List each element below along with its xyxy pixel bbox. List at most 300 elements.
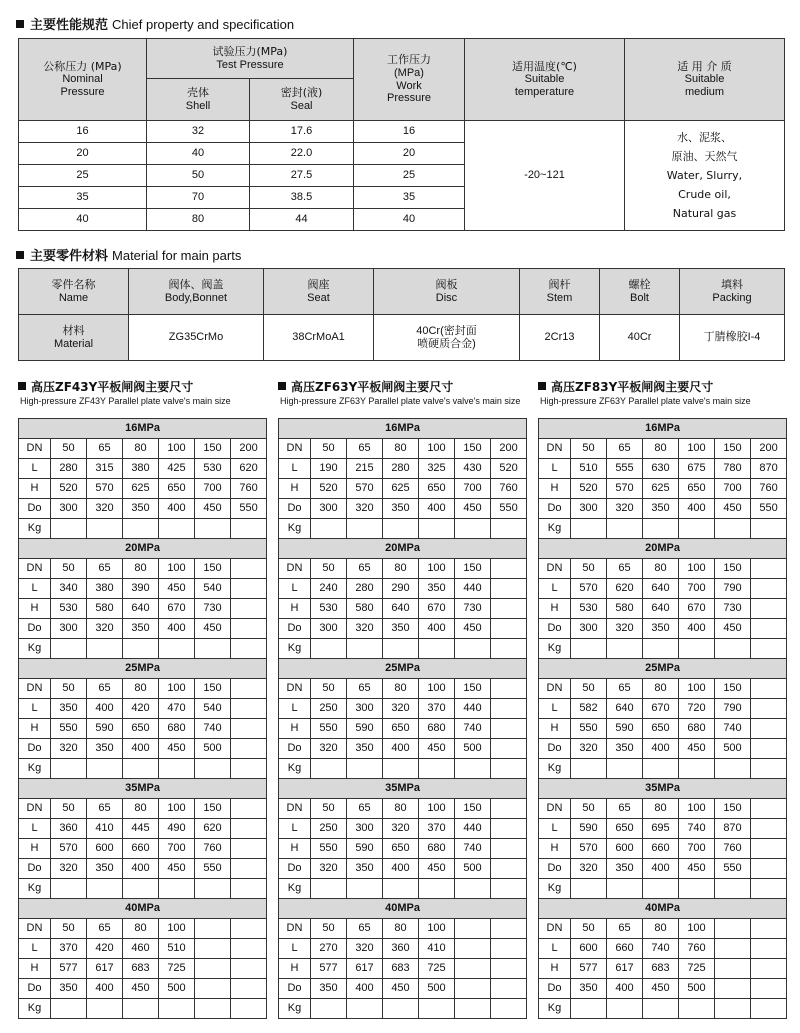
row-label-kg: Kg — [19, 759, 51, 779]
table-row — [279, 499, 527, 519]
cell-h: 680 — [679, 719, 715, 739]
cell-dn: 150 — [195, 439, 231, 459]
cell-kg — [311, 639, 347, 659]
table-row — [279, 759, 527, 779]
cell-kg — [715, 879, 751, 899]
table-row — [539, 939, 787, 959]
row-label-do: Do — [279, 859, 311, 879]
section2-title-cn: 主要零件材料 — [30, 249, 109, 264]
cell-kg — [751, 639, 787, 659]
cell-kg — [159, 759, 195, 779]
cell-l: 700 — [679, 579, 715, 599]
cell-l: 870 — [751, 459, 787, 479]
cell-dn — [491, 679, 527, 699]
cell-do: 400 — [607, 979, 643, 999]
table-row — [279, 439, 527, 459]
pressure-header-40mpa: 40MPa — [19, 899, 267, 919]
cell-l: 250 — [311, 699, 347, 719]
cell-kg — [87, 999, 123, 1019]
cell-h — [231, 719, 267, 739]
cell-h: 577 — [571, 959, 607, 979]
section1-title — [16, 14, 294, 33]
cell-h — [751, 599, 787, 619]
table-row — [279, 879, 527, 899]
cell-l: 740 — [679, 819, 715, 839]
cell-l: 410 — [87, 819, 123, 839]
table-row — [279, 799, 527, 819]
spec-table — [18, 38, 785, 231]
cell-do: 450 — [643, 979, 679, 999]
cell-kg — [455, 519, 491, 539]
table-row — [279, 859, 527, 879]
cell-l: 620 — [195, 819, 231, 839]
square-bullet-icon — [18, 382, 26, 390]
cell-h: 650 — [643, 719, 679, 739]
cell-l: 760 — [679, 939, 715, 959]
cell-dn: 150 — [455, 679, 491, 699]
cell-do: 350 — [87, 739, 123, 759]
table-row — [19, 839, 267, 859]
cell-kg — [51, 999, 87, 1019]
cell-do: 300 — [311, 499, 347, 519]
row-label-kg: Kg — [19, 519, 51, 539]
cell-kg — [51, 879, 87, 899]
square-bullet-icon — [278, 382, 286, 390]
cell-h — [751, 839, 787, 859]
cell-do: 350 — [607, 859, 643, 879]
valve-title-2: 高压ZF63Y平板闸阀主要尺寸 — [278, 378, 453, 395]
cell-kg — [123, 999, 159, 1019]
row-label-do: Do — [539, 739, 571, 759]
row-label-dn: DN — [19, 439, 51, 459]
section2-title — [16, 245, 241, 264]
cell-h: 725 — [159, 959, 195, 979]
cell-h: 740 — [195, 719, 231, 739]
table-row — [539, 679, 787, 699]
cell-l: 425 — [159, 459, 195, 479]
cell-l — [751, 939, 787, 959]
cell-l: 440 — [455, 699, 491, 719]
row-label-do: Do — [19, 619, 51, 639]
cell-do: 550 — [751, 499, 787, 519]
cell-l: 540 — [195, 699, 231, 719]
row-label-l: L — [19, 459, 51, 479]
cell-l: 620 — [607, 579, 643, 599]
row-label-l: L — [279, 699, 311, 719]
cell-h: 520 — [311, 479, 347, 499]
cell-h: 660 — [123, 839, 159, 859]
header-name: 零件名称 Name — [19, 269, 129, 315]
cell-do — [491, 979, 527, 999]
cell-l: 360 — [383, 939, 419, 959]
cell-kg — [643, 639, 679, 659]
cell-h: 570 — [87, 479, 123, 499]
cell-do: 550 — [231, 499, 267, 519]
material-bolt: 40Cr — [600, 315, 680, 361]
row-label-h: H — [279, 479, 311, 499]
cell-l: 620 — [231, 459, 267, 479]
cell-h — [751, 959, 787, 979]
cell-kg — [383, 639, 419, 659]
table-row — [539, 499, 787, 519]
cell-l: 740 — [643, 939, 679, 959]
cell-h: 625 — [643, 479, 679, 499]
cell-h — [715, 959, 751, 979]
cell-h — [491, 839, 527, 859]
cell-kg — [751, 759, 787, 779]
cell-dn — [491, 919, 527, 939]
row-label-dn: DN — [19, 679, 51, 699]
cell-dn: 80 — [643, 799, 679, 819]
cell-kg — [607, 879, 643, 899]
cell-do — [231, 979, 267, 999]
cell-h: 640 — [643, 599, 679, 619]
cell-do: 350 — [383, 499, 419, 519]
cell-h: 760 — [751, 479, 787, 499]
row-label-h: H — [539, 479, 571, 499]
cell-kg — [679, 759, 715, 779]
materials-table — [18, 268, 785, 361]
table-row — [19, 599, 267, 619]
table-row — [19, 739, 267, 759]
cell-do — [751, 739, 787, 759]
cell-h: 760 — [231, 479, 267, 499]
cell-h: 570 — [607, 479, 643, 499]
cell-kg — [491, 879, 527, 899]
cell-kg — [491, 759, 527, 779]
cell-dn: 80 — [123, 559, 159, 579]
row-label-do: Do — [539, 979, 571, 999]
header-test-pressure: 试验压力(MPa) Test Pressure — [147, 39, 354, 79]
cell-l: 670 — [643, 699, 679, 719]
table-row — [539, 619, 787, 639]
cell-do: 550 — [715, 859, 751, 879]
cell-dn — [751, 679, 787, 699]
materials-row — [19, 315, 785, 361]
cell-h: 725 — [419, 959, 455, 979]
cell-dn: 65 — [347, 679, 383, 699]
cell-dn: 80 — [383, 439, 419, 459]
cell-h: 590 — [87, 719, 123, 739]
cell-l: 510 — [571, 459, 607, 479]
cell-h: 700 — [679, 839, 715, 859]
cell-dn: 50 — [311, 439, 347, 459]
row-label-kg: Kg — [279, 639, 311, 659]
cell-l: 190 — [311, 459, 347, 479]
cell-dn — [491, 559, 527, 579]
cell-dn: 100 — [159, 799, 195, 819]
cell-h — [455, 959, 491, 979]
cell-h: 760 — [715, 839, 751, 859]
table-row — [19, 499, 267, 519]
cell-kg — [123, 519, 159, 539]
row-label-h: H — [279, 839, 311, 859]
cell-kg — [87, 759, 123, 779]
header-seat: 阀座 Seat — [264, 269, 374, 315]
table-row — [539, 959, 787, 979]
cell-do: 350 — [571, 979, 607, 999]
cell-do: 300 — [51, 499, 87, 519]
cell-l — [231, 939, 267, 959]
pressure-header-25mpa: 25MPa — [279, 659, 527, 679]
cell-l: 570 — [571, 579, 607, 599]
cell-do: 400 — [123, 739, 159, 759]
cell-do: 300 — [311, 619, 347, 639]
header-packing: 填料 Packing — [680, 269, 785, 315]
header-seal: 密封(液) Seal — [250, 79, 354, 121]
section1-title-cn: 主要性能规范 — [30, 18, 109, 33]
cell-h: 730 — [195, 599, 231, 619]
cell-do: 550 — [195, 859, 231, 879]
row-label-h: H — [19, 599, 51, 619]
cell-l: 630 — [643, 459, 679, 479]
cell-kg — [231, 519, 267, 539]
cell-l: 370 — [419, 699, 455, 719]
cell-dn: 50 — [571, 799, 607, 819]
cell-do: 300 — [571, 619, 607, 639]
table-row — [19, 479, 267, 499]
cell-dn — [751, 559, 787, 579]
cell-h — [751, 719, 787, 739]
table-row — [539, 599, 787, 619]
cell-dn: 65 — [347, 439, 383, 459]
cell-dn: 80 — [383, 679, 419, 699]
row-label-l: L — [539, 939, 571, 959]
cell-kg — [643, 759, 679, 779]
cell-dn: 65 — [87, 439, 123, 459]
cell-l: 340 — [51, 579, 87, 599]
cell-l: 280 — [383, 459, 419, 479]
table-row — [539, 459, 787, 479]
cell-kg — [123, 639, 159, 659]
row-label-dn: DN — [19, 799, 51, 819]
cell-do: 320 — [607, 619, 643, 639]
table-row — [19, 639, 267, 659]
row-label-h: H — [19, 479, 51, 499]
cell-h: 650 — [123, 719, 159, 739]
cell-kg — [571, 759, 607, 779]
cell-dn: 65 — [607, 679, 643, 699]
pressure-header-35mpa: 35MPa — [539, 779, 787, 799]
row-label-kg: Kg — [279, 759, 311, 779]
cell-kg — [87, 639, 123, 659]
cell-h: 700 — [455, 479, 491, 499]
cell-dn: 150 — [715, 799, 751, 819]
cell-do: 300 — [51, 619, 87, 639]
cell-l: 270 — [311, 939, 347, 959]
cell-do: 500 — [715, 739, 751, 759]
cell-h: 683 — [643, 959, 679, 979]
cell-l — [491, 939, 527, 959]
pressure-header-16mpa: 16MPa — [19, 419, 267, 439]
cell-l: 370 — [51, 939, 87, 959]
cell-l: 250 — [311, 819, 347, 839]
cell-l: 390 — [123, 579, 159, 599]
cell-dn: 150 — [455, 559, 491, 579]
cell-l — [455, 939, 491, 959]
cell-dn: 200 — [751, 439, 787, 459]
cell-dn: 150 — [195, 559, 231, 579]
valve-size-table-2 — [278, 418, 527, 1019]
row-label-do: Do — [279, 619, 311, 639]
cell-l: 870 — [715, 819, 751, 839]
cell-l — [491, 819, 527, 839]
table-row — [539, 759, 787, 779]
cell-l: 315 — [87, 459, 123, 479]
table-row — [19, 459, 267, 479]
cell-kg — [311, 759, 347, 779]
cell-h: 700 — [195, 479, 231, 499]
material-stem: 2Cr13 — [520, 315, 600, 361]
table-row — [19, 679, 267, 699]
cell-h: 670 — [159, 599, 195, 619]
row-label-kg: Kg — [539, 879, 571, 899]
cell-kg — [751, 999, 787, 1019]
cell-kg — [231, 639, 267, 659]
table-row — [279, 999, 527, 1019]
cell-do: 350 — [643, 499, 679, 519]
cell-do — [491, 619, 527, 639]
cell-kg — [347, 759, 383, 779]
row-label-do: Do — [539, 859, 571, 879]
material-seat: 38CrMoA1 — [264, 315, 374, 361]
table-row — [279, 599, 527, 619]
cell-h: 590 — [607, 719, 643, 739]
cell-h: 530 — [571, 599, 607, 619]
cell-dn — [231, 919, 267, 939]
cell-do: 450 — [123, 979, 159, 999]
cell-do: 400 — [419, 499, 455, 519]
row-label-do: Do — [279, 499, 311, 519]
cell-kg — [123, 759, 159, 779]
row-label-kg: Kg — [539, 519, 571, 539]
cell-l: 350 — [51, 699, 87, 719]
table-row — [19, 759, 267, 779]
cell-dn — [751, 799, 787, 819]
table-row — [19, 559, 267, 579]
cell-do: 350 — [347, 859, 383, 879]
cell-kg — [571, 519, 607, 539]
cell-h: 550 — [311, 839, 347, 859]
cell-l: 320 — [383, 699, 419, 719]
cell-do: 450 — [195, 499, 231, 519]
cell-dn: 100 — [679, 559, 715, 579]
cell-h: 590 — [347, 839, 383, 859]
cell-h: 570 — [571, 839, 607, 859]
cell-kg — [679, 879, 715, 899]
cell-h: 550 — [51, 719, 87, 739]
cell-h: 577 — [51, 959, 87, 979]
cell-dn: 80 — [123, 679, 159, 699]
table-row: 25 50 27.5 25 — [19, 165, 785, 187]
cell-l: 490 — [159, 819, 195, 839]
cell-l — [231, 699, 267, 719]
cell-dn: 100 — [419, 799, 455, 819]
material-disc: 40Cr(密封面 喷硬质合金) — [374, 315, 520, 361]
cell-l: 410 — [419, 939, 455, 959]
cell-kg — [383, 999, 419, 1019]
row-label-do: Do — [539, 619, 571, 639]
cell-l: 320 — [347, 939, 383, 959]
cell-dn: 50 — [571, 559, 607, 579]
cell-l — [751, 699, 787, 719]
cell-do: 500 — [455, 739, 491, 759]
cell-h — [231, 959, 267, 979]
cell-do — [751, 619, 787, 639]
row-label-do: Do — [19, 859, 51, 879]
cell-do: 400 — [383, 859, 419, 879]
cell-do: 450 — [159, 859, 195, 879]
cell-kg — [159, 519, 195, 539]
cell-do: 450 — [715, 619, 751, 639]
cell-l: 360 — [51, 819, 87, 839]
cell-do: 320 — [311, 739, 347, 759]
cell-kg — [51, 639, 87, 659]
cell-h: 570 — [347, 479, 383, 499]
pressure-header-40mpa: 40MPa — [539, 899, 787, 919]
cell-h: 650 — [383, 719, 419, 739]
cell-do: 350 — [311, 979, 347, 999]
row-label-h: H — [19, 839, 51, 859]
row-label-do: Do — [19, 739, 51, 759]
table-row — [279, 619, 527, 639]
cell-h: 580 — [87, 599, 123, 619]
row-label-kg: Kg — [279, 999, 311, 1019]
row-label-dn: DN — [19, 919, 51, 939]
cell-dn — [195, 919, 231, 939]
cell-h: 625 — [383, 479, 419, 499]
cell-do — [195, 979, 231, 999]
table-row — [279, 579, 527, 599]
table-row — [539, 559, 787, 579]
cell-dn: 100 — [419, 439, 455, 459]
cell-kg — [159, 999, 195, 1019]
cell-kg — [455, 879, 491, 899]
row-label-h: H — [279, 959, 311, 979]
cell-dn: 65 — [347, 559, 383, 579]
table-row — [19, 519, 267, 539]
pressure-header-25mpa: 25MPa — [539, 659, 787, 679]
cell-dn: 80 — [123, 919, 159, 939]
cell-l: 325 — [419, 459, 455, 479]
cell-do: 350 — [51, 979, 87, 999]
cell-h — [491, 599, 527, 619]
table-row — [279, 519, 527, 539]
cell-kg — [419, 519, 455, 539]
cell-h: 625 — [123, 479, 159, 499]
cell-kg — [231, 759, 267, 779]
cell-dn: 65 — [87, 919, 123, 939]
cell-l: 460 — [123, 939, 159, 959]
cell-dn — [455, 919, 491, 939]
row-label-kg: Kg — [279, 519, 311, 539]
cell-l: 420 — [123, 699, 159, 719]
cell-l: 370 — [419, 819, 455, 839]
valve-subtitle-2: High-pressure ZF63Y Parallel plate valve's valve's main size — [280, 396, 521, 406]
cell-kg — [491, 639, 527, 659]
cell-do: 350 — [347, 739, 383, 759]
cell-h: 683 — [383, 959, 419, 979]
cell-l — [195, 939, 231, 959]
row-label-dn: DN — [279, 919, 311, 939]
header-work-pressure: 工作压力 (MPa) Work Pressure — [354, 39, 465, 121]
table-row — [279, 639, 527, 659]
cell-l: 695 — [643, 819, 679, 839]
cell-kg — [643, 879, 679, 899]
row-label-do: Do — [279, 979, 311, 999]
table-row — [539, 439, 787, 459]
cell-kg — [571, 879, 607, 899]
